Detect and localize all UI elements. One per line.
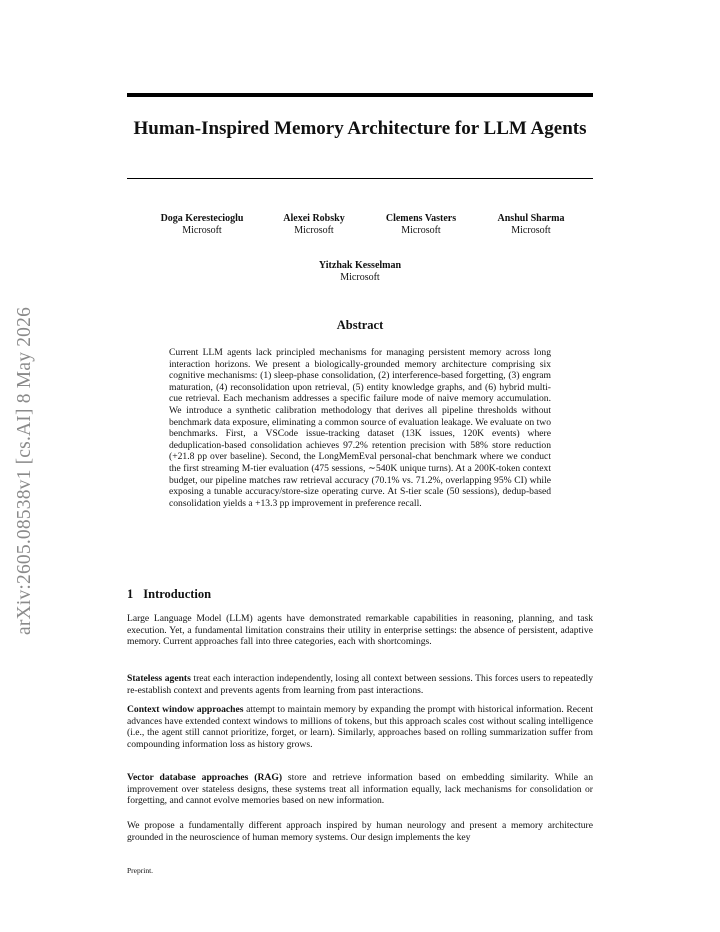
arxiv-identifier: arXiv:2605.08538v1 [cs.AI] 8 May 2026: [14, 306, 35, 635]
body-paragraph: [127, 772, 593, 807]
author-block: [290, 260, 430, 283]
body-paragraph: [127, 673, 593, 696]
author-name: Alexei Robsky: [283, 213, 345, 224]
author-affiliation: Microsoft: [511, 224, 551, 236]
author-affiliation: Microsoft: [182, 224, 222, 236]
paragraph-lead: Stateless agents: [127, 673, 191, 684]
author-affiliation: Microsoft: [340, 271, 380, 283]
author-name: Doga Kerestecioglu: [160, 213, 244, 224]
paragraph-text: attempt to maintain memory by expanding the prompt with historical information. Recent advances have extended context windows to millions of tokens, but this approach scales cost without scaling intelligence (i.e., the agent still cannot prioritize, forget, or learn). Similarly, approaches based on rolling summarization suffer from compounding information loss as history grows.: [127, 704, 593, 750]
author-name: Yitzhak Kesselman: [318, 260, 402, 271]
abstract-text: Current LLM agents lack principled mechanisms for managing persistent memory across long interaction horizons. We present a biologically-grounded memory architecture comprising six cognitive mechanisms: (1) sleep-phase consolidation, (2) interference-based forgetting, (3) engram maturation, (4) reconsolidation upon retrieval, (5) entity knowledge graphs, and (6) hybrid multi-cue retrieval. Each mechanism addresses a specific failure mode of naive memory accumulation. We introduce a synthetic calibration methodology that derives all pipeline thresholds without benchmark data exposure, eliminating a common source of evaluation leakage. We evaluate on two benchmarks. First, a VSCode issue-tracking dataset (13K issues, 120K events) where deduplication-based consolidation achieves 97.2% retention precision with 58% store reduction (+21.8 pp over baseline). Second, the LongMemEval personal-chat benchmark where we conduct the first streaming M-tier evaluation (475 sessions, ∼540K unique turns). At a 200K-token context budget, our pipeline matches raw retrieval accuracy (70.1% vs. 71.2%, overlapping 95% CI) while exposing a tunable accuracy/store-size operating curve. At S-tier scale (50 sessions), dedup-based consolidation yields a +13.3 pp improvement in preference recall.: [169, 347, 551, 509]
paper-title: Human-Inspired Memory Architecture for LLM Agents: [133, 118, 587, 139]
paragraph-text: store and retrieve information based on embedding similarity. While an improvement over stateless designs, these systems treat all information equally, lack mechanisms for consolidation or forgetting, and cannot evolve memories based on new information.: [127, 772, 593, 806]
section-title: Introduction: [143, 587, 212, 601]
paragraph-lead: Vector database approaches (RAG): [127, 772, 283, 783]
footer-note: Preprint.: [127, 866, 154, 875]
paragraph-text: treat each interaction independently, losing all context between sessions. This forces users to repeatedly re-establish context and prevents agents from learning from past interactions.: [127, 673, 593, 696]
section-number: 1: [127, 587, 134, 601]
author-block: [480, 213, 582, 236]
author-block: [264, 213, 364, 236]
author-affiliation: Microsoft: [401, 224, 441, 236]
author-block: [368, 213, 474, 236]
paragraph-text: We propose a fundamentally different approach inspired by human neurology and present a memory architecture grounded in the neuroscience of human memory systems. Our design implements the key: [127, 820, 593, 843]
body-paragraph: [127, 820, 593, 843]
paragraph-lead: Context window approaches: [127, 704, 244, 715]
author-affiliation: Microsoft: [294, 224, 334, 236]
section-heading: [127, 587, 211, 602]
body-paragraph: [127, 613, 593, 648]
title-bottom-rule: [127, 178, 593, 179]
abstract-heading: Abstract: [336, 318, 384, 332]
title-top-rule: [127, 93, 593, 97]
author-block: [140, 213, 264, 236]
author-name: Anshul Sharma: [497, 213, 565, 224]
body-paragraph: [127, 704, 593, 750]
paragraph-text: Large Language Model (LLM) agents have demonstrated remarkable capabilities in reasoning, planning, and task execution. Yet, a fundamental limitation constrains their utility in enterprise settings: the absence of persistent, adaptive memory. Current approaches fall into three categories, each with shortcomings.: [127, 613, 593, 647]
author-name: Clemens Vasters: [385, 213, 457, 224]
